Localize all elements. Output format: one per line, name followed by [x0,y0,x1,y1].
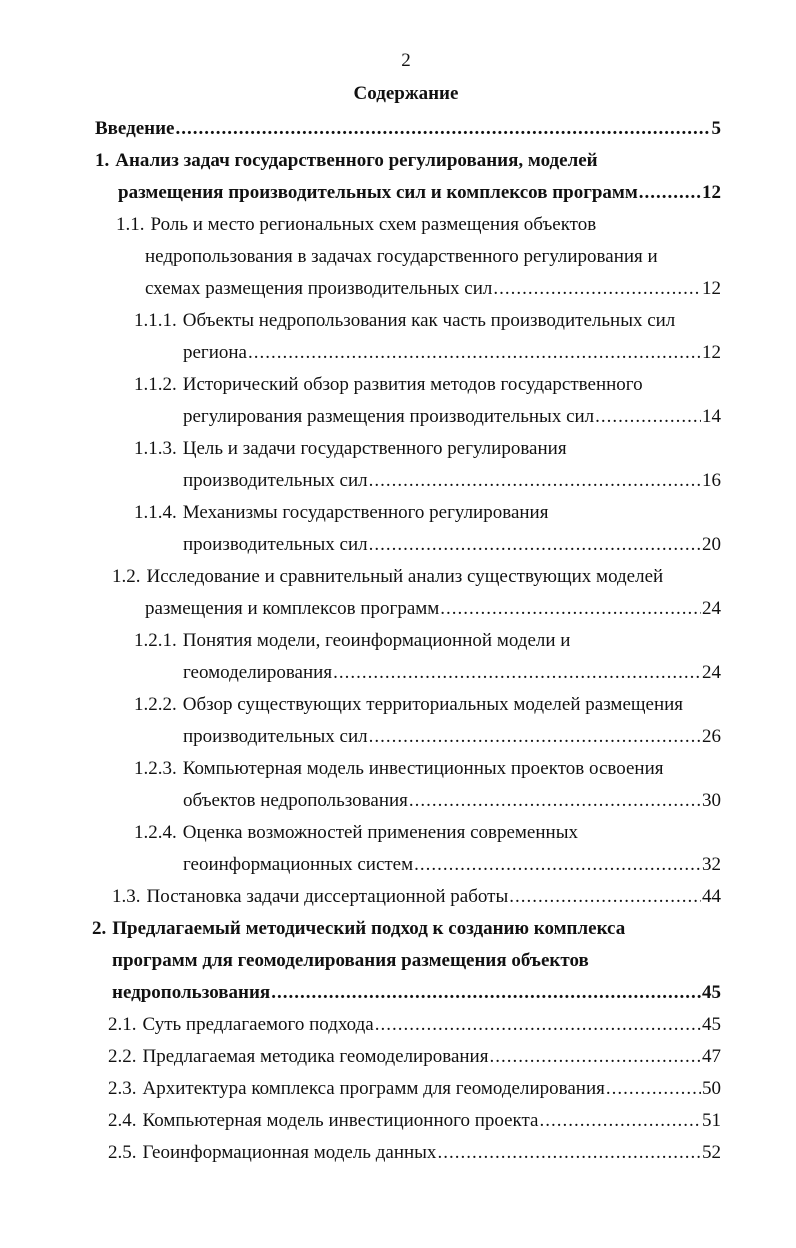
toc-entry-title: Исторический обзор развития методов государственного [182,374,643,395]
toc-entry-title: производительных сил [183,534,368,555]
toc-entry-2-2[interactable] [108,1044,721,1070]
dot-leader [606,1076,701,1102]
toc-entry-1-1-1-cont[interactable] [183,340,721,366]
dot-leader [509,884,701,910]
toc-page-number: 52 [702,1142,721,1163]
toc-entry-title: объектов недропользования [183,790,408,811]
dot-leader [409,788,701,814]
toc-page-number: 20 [702,534,721,555]
toc-entry-title: недропользования [112,982,271,1003]
toc-entry-title: Исследование и сравнительный анализ существующих моделей [146,566,664,587]
dot-leader [369,468,701,494]
dot-leader [271,980,701,1006]
toc-entry-title: Геоинформационная модель данных [142,1142,437,1163]
toc-entry-title: Предлагаемая методика геомоделирования [142,1046,489,1067]
toc-entry-title: Архитектура комплекса программ для геомоделирования [142,1078,605,1099]
toc-entry-title: производительных сил [183,470,368,491]
toc-page-number: 51 [702,1110,721,1131]
toc-page-number: 47 [702,1046,721,1067]
dot-leader [369,532,701,558]
toc-entry-1-2-cont[interactable] [145,596,721,622]
toc-entry-chapter-1[interactable] [95,148,598,174]
toc-entry-2-3[interactable] [108,1076,721,1102]
toc-entry-number: 2. [92,918,107,939]
toc-entry-number: 1.2.2. [134,694,177,715]
toc-page-number: 32 [702,854,721,875]
toc-entry-number: 1.1.3. [134,438,177,459]
toc-entry-2-5[interactable] [108,1140,721,1166]
toc-entry-title: регулирования размещения производительных сил [183,406,595,427]
toc-entry-1-2-3-cont[interactable] [183,788,721,814]
toc-entry-title: Суть предлагаемого подхода [142,1014,374,1035]
toc-entry-1-1-2[interactable] [134,372,643,398]
toc-entry-number: 1.2.3. [134,758,177,779]
toc-entry-number: 1.1.2. [134,374,177,395]
toc-entry-number: 1.1.4. [134,502,177,523]
toc-entry-1-2-4-cont[interactable] [183,852,721,878]
toc-entry-title: Введение [95,118,175,139]
toc-entry-1-1-cont [145,244,658,270]
toc-page-number: 50 [702,1078,721,1099]
toc-entry-title: недропользования в задачах государственного регулирования и [145,246,658,267]
toc-entry-title: Роль и место региональных схем размещения объектов [150,214,597,235]
toc-entry-number: 1.2.1. [134,630,177,651]
toc-entry-title: Предлагаемый методический подход к созданию комплекса [112,918,626,939]
toc-entry-number: 1.2.4. [134,822,177,843]
toc-entry-1-2-2-cont[interactable] [183,724,721,750]
toc-entry-1-1-1[interactable] [134,308,675,334]
toc-entry-number: 1. [95,150,110,171]
toc-entry-title: схемах размещения производительных сил [145,278,493,299]
toc-entry-number: 1.3. [112,886,141,907]
toc-entry-number: 2.2. [108,1046,137,1067]
dot-leader [369,724,701,750]
toc-entry-number: 1.1.1. [134,310,177,331]
toc-page-number: 26 [702,726,721,747]
toc-entry-title: Объекты недропользования как часть производительных сил [182,310,676,331]
dot-leader [437,1140,701,1166]
toc-entry-1-1-3-cont[interactable] [183,468,721,494]
toc-entry-1-2-1[interactable] [134,628,570,654]
dot-leader [414,852,701,878]
toc-entry-chapter-2-cont [112,948,589,974]
page-number: 2 [401,50,411,71]
toc-entry-1-1-3[interactable] [134,436,567,462]
toc-entry-1-2[interactable] [112,564,663,590]
toc-page-number: 16 [702,470,721,491]
toc-page-number: 24 [702,662,721,683]
toc-entry-title: размещения и комплексов программ [145,598,440,619]
toc-entry-number: 1.2. [112,566,141,587]
toc-page-number: 30 [702,790,721,811]
dot-leader [176,116,711,142]
page-title: Содержание [353,83,459,104]
toc-page-number: 12 [702,278,721,299]
toc-page-number: 12 [702,182,721,203]
toc-entry-chapter-1-cont[interactable] [118,180,721,206]
dot-leader [493,276,701,302]
toc-entry-intro[interactable] [95,116,721,142]
toc-entry-title: Оценка возможностей применения современных [182,822,578,843]
toc-entry-1-1-4[interactable] [134,500,548,526]
toc-entry-1-3[interactable] [112,884,721,910]
toc-entry-title: производительных сил [183,726,368,747]
dot-leader [440,596,701,622]
toc-entry-title: Постановка задачи диссертационной работы [146,886,509,907]
toc-entry-1-2-4[interactable] [134,820,578,846]
toc-entry-title: Обзор существующих территориальных моделей размещения [182,694,684,715]
dot-leader [333,660,701,686]
toc-entry-1-2-2[interactable] [134,692,683,718]
toc-entry-title: региона [183,342,247,363]
toc-entry-number: 2.3. [108,1078,137,1099]
dot-leader [248,340,701,366]
toc-entry-title: Цель и задачи государственного регулирования [182,438,567,459]
toc-entry-2-1[interactable] [108,1012,721,1038]
toc-entry-title: геомоделирования [183,662,333,683]
toc-entry-title: программ для геомоделирования размещения объектов [112,950,589,971]
toc-page-number: 24 [702,598,721,619]
toc-entry-1-2-3[interactable] [134,756,663,782]
toc-entry-number: 2.4. [108,1110,137,1131]
toc-entry-1-1[interactable] [116,212,596,238]
toc-entry-number: 2.1. [108,1014,137,1035]
toc-entry-chapter-2-cont2[interactable] [112,980,721,1006]
toc-entry-1-1-2-cont[interactable] [183,404,721,430]
toc-entry-chapter-2[interactable] [92,916,625,942]
toc-entry-1-1-4-cont[interactable] [183,532,721,558]
toc-entry-1-1-cont2[interactable] [145,276,721,302]
dot-leader [639,180,701,206]
toc-entry-number: 2.5. [108,1142,137,1163]
dot-leader [375,1012,701,1038]
toc-entry-number: 1.1. [116,214,145,235]
toc-entry-2-4[interactable] [108,1108,721,1134]
toc-entry-title: Компьютерная модель инвестиционного проекта [142,1110,539,1131]
toc-page-number: 12 [702,342,721,363]
toc-page-number: 44 [702,886,721,907]
dot-leader [489,1044,701,1070]
toc-entry-title: Анализ задач государственного регулирования, моделей [115,150,598,171]
toc-entry-title: Механизмы государственного регулирования [182,502,549,523]
toc-page-number: 5 [711,118,721,139]
dot-leader [595,404,701,430]
toc-entry-title: геоинформационных систем [183,854,414,875]
toc-page-number: 45 [702,1014,721,1035]
dot-leader [540,1108,702,1134]
toc-entry-title: размещения производительных сил и комплексов программ [118,182,638,203]
toc-entry-1-2-1-cont[interactable] [183,660,721,686]
toc-entry-title: Компьютерная модель инвестиционных проектов освоения [182,758,664,779]
toc-entry-title: Понятия модели, геоинформационной модели и [182,630,571,651]
toc-page-number: 45 [702,982,721,1003]
toc-page-number: 14 [702,406,721,427]
